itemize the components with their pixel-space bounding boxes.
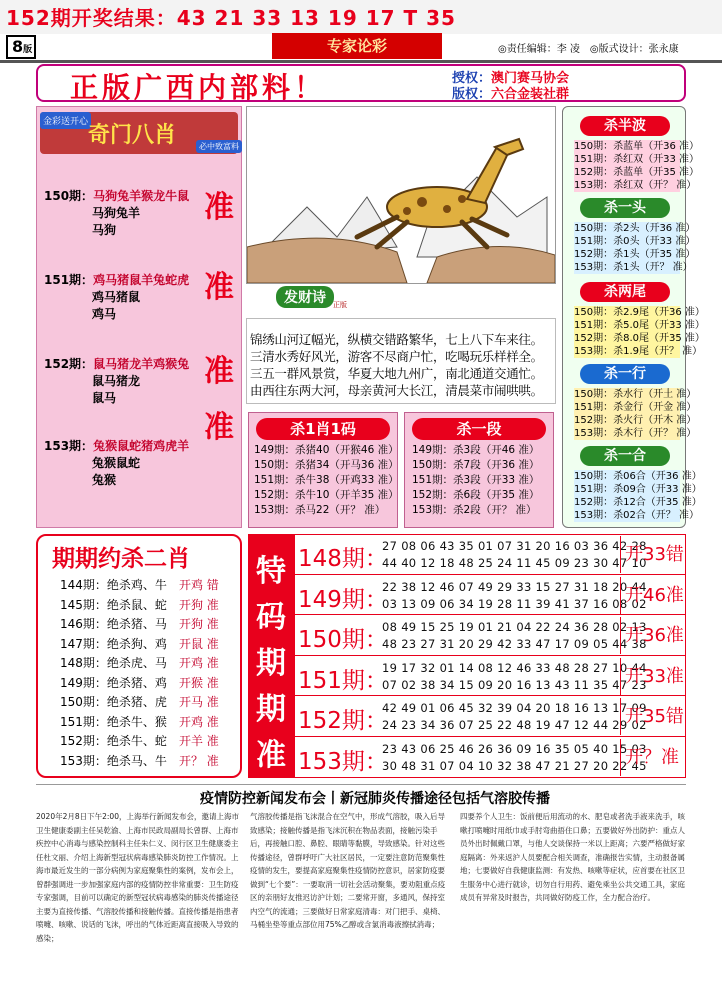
qimen-row: 153期：兔猴鼠蛇猪鸡虎羊	[44, 439, 190, 453]
kill-row: 151期：杀牛38（开鸡33 准）	[254, 474, 399, 486]
special-numbers: 24 23 34 36 07 25 22 48 19 47 12 44 29 02	[382, 718, 647, 733]
poem-tag-sub: 正版	[333, 301, 347, 309]
kill-tail-row: 150期：杀2.9尾（开36 准）	[574, 307, 705, 318]
kill-tail-row: 151期：杀5.0尾（开33 准）	[574, 320, 705, 331]
poem-line: 三清水秀好风光，游客不尽商户忙，吃喝玩乐样样全。	[250, 349, 543, 364]
accurate-mark: 准	[204, 354, 234, 389]
special-result: 开36准	[620, 617, 684, 654]
kill-row: 152期：杀6段（开35 准）	[412, 489, 540, 501]
special-numbers: 42 49 01 06 45 32 39 04 20 18 16 13 17 09	[382, 701, 647, 716]
kill-row: 150期：杀7段（开36 准）	[412, 459, 540, 471]
giraffe-drawing	[247, 107, 555, 283]
qimen-row-sub: 鸡马	[92, 307, 117, 321]
special-numbers: 07 02 38 34 15 09 20 16 13 43 11 35 47 23	[382, 677, 647, 692]
kill-two-row: 153期：绝杀马、牛 开？ 准	[60, 753, 219, 768]
accurate-mark: 准	[204, 270, 234, 305]
kill-two-row: 149期：绝杀猪、鸡 开猴 准	[60, 675, 219, 690]
sidebar-char: 期	[256, 692, 286, 727]
kill-combo-row: 151期：杀09合（开33 准）	[574, 484, 702, 495]
kill-tail-row: 153期：杀1.9尾（开？ 准）	[574, 346, 703, 357]
qimen-row-sub: 鼠马猪龙	[92, 374, 141, 388]
kill-segment-title: 杀一段	[412, 418, 546, 440]
sidebar-char: 特	[256, 554, 286, 589]
special-numbers: 08 49 15 25 19 01 21 04 22 24 36 28 02 13	[382, 620, 647, 635]
accurate-mark: 准	[204, 190, 234, 225]
kill-wave-title: 杀半波	[580, 116, 670, 136]
kill-two-row: 145期：绝杀鼠、蛇 开狗 准	[60, 597, 219, 612]
copyright-line: 版权：六合金装社群	[452, 87, 570, 102]
kill-head-row: 153期：杀1头（开？ 准）	[574, 262, 693, 273]
kill-head-row: 151期：杀0头（开33 准）	[574, 236, 696, 247]
kill-head-row: 152期：杀1头（开35 准）	[574, 249, 696, 260]
poem-line: 锦绣山河辽幅光，纵横交错路繁华，七上八下车来往。	[250, 332, 543, 347]
qimen-tag-2: 必中致富料	[196, 140, 242, 153]
kill-element-row: 151期：杀金行（开金 准）	[574, 402, 697, 413]
kill-two-row: 148期：绝杀虎、马 开鸡 准	[60, 656, 219, 670]
special-result: 开33准	[620, 658, 684, 695]
banner-title: 正版广西内部料！	[70, 71, 327, 104]
kill-tail-row: 152期：杀8.0尾（开35 准）	[574, 333, 705, 344]
kill-head-row: 150期：杀2头（开36 准）	[574, 223, 696, 234]
special-numbers: 27 08 06 43 35 01 07 31 20 16 03 36 42 28	[382, 539, 647, 553]
kill-tail-title: 杀两尾	[580, 282, 670, 302]
qimen-row-sub: 兔猴	[92, 473, 117, 487]
qimen-row-sub: 鸡马猪鼠	[92, 290, 141, 304]
kill-wave-row: 152期：杀蓝单（开35 准）	[574, 167, 699, 178]
authorization-line: 授权：澳门赛马协会	[452, 71, 570, 86]
kill-element-title: 杀一行	[580, 364, 670, 384]
news-column: 2020年2月8日下午2:00，上海举行新闻发布会，邀请上海市卫生健康委副主任吴乾渝、上海市民政局副局长曾群、上海市疾控中心消毒与感染控制科主任朱仁义、闵行区卫生健康委主任杜文丽、介绍上海新型冠状病毒感染肺炎防控工作情况。上海市最近发生的一部分病例为家庭聚集性的案例，发布会上，曾群强调进一步加强家庭内部的疫情防控非常重要：卫生防疫专家强调，目前可以确定的新型冠状病毒感染的肺炎传播途径主要为直接传播、气溶胶传播和接触传播。直接传播是指患者喷嚏、咳嗽、说话的飞沫，呼出的气体近距离直接吸入导致的感染；	[36, 812, 239, 943]
kill-wave-row: 153期：杀红双（开？ 准）	[574, 180, 697, 191]
qimen-row: 152期：鼠马猪龙羊鸡猴兔	[44, 357, 190, 371]
special-period: 152期：	[298, 708, 388, 735]
kill-row: 150期：杀猪34（开马36 准）	[254, 459, 399, 471]
special-period: 150期：	[298, 627, 388, 654]
kill-element-row: 152期：杀火行（开木 准）	[574, 415, 697, 426]
kill-element-row: 153期：杀木行（开？ 准）	[574, 428, 697, 439]
kill-row: 152期：杀牛10（开羊35 准）	[254, 489, 399, 501]
qimen-row: 151期：鸡马猪鼠羊兔蛇虎	[44, 273, 190, 287]
kill-combo-row: 152期：杀12合（开35 准）	[574, 497, 702, 508]
kill-row: 151期：杀3段（开33 准）	[412, 474, 540, 486]
news-divider	[36, 784, 686, 785]
kill-combo-title: 杀一合	[580, 446, 670, 466]
special-result: 开35错	[620, 698, 684, 735]
kill-two-row: 146期：绝杀猪、马 开狗 准	[60, 617, 219, 631]
special-period: 148期：	[298, 546, 388, 572]
qimen-title: 奇门八肖	[88, 123, 177, 148]
poem-tag: 发财诗	[276, 286, 334, 308]
kill-wave-row: 150期：杀蓝单（开36 准）	[574, 141, 699, 152]
kill-two-row: 147期：绝杀狗、鸡 开鼠 准	[60, 636, 219, 651]
sidebar-char: 码	[256, 600, 286, 635]
qimen-row-sub: 鼠马	[92, 391, 117, 405]
accurate-mark: 准	[204, 410, 234, 445]
special-numbers: 44 40 12 18 48 25 24 11 45 09 23 30 47 10	[382, 556, 647, 570]
kill-row: 153期：杀马22（开？ 准）	[254, 504, 386, 516]
kill-combo-row: 153期：杀02合（开？ 准）	[574, 510, 699, 521]
kill-row: 153期：杀2段（开？ 准）	[412, 504, 537, 516]
kill-two-zodiac-title: 期期约杀二肖	[52, 546, 190, 572]
news-column: 四要养个人卫生：饭前便后用流动的水、肥皂或者洗手液来洗手，咳嗽打喷嚏时用纸巾或手肘弯曲捂住口鼻；五要做好外出防护：重点人员外出时佩戴口罩，与他人交谈保持一米以上距离；六要严格做好家庭隔离：外来返沪人员要配合相关调查，准确报告实情，主动报备属地；七要做好自我健康监测：有发热、咳嗽等症状，应首要在社区卫生服务中心进行就诊，切勿自行用药、避免乘坐公共交通工具，家庭成员有异常及时报告，共同做好防疫工作，全力配合治疗。	[460, 812, 685, 902]
kill-row: 149期：杀3段（开46 准）	[412, 444, 540, 456]
special-numbers: 22 38 12 46 07 49 29 33 15 27 31 18 20 44	[382, 579, 647, 594]
poem-line: 由西往东两大河，母亲黄河大长江，清晨菜市闹哄哄。	[250, 383, 543, 398]
kill-two-row: 151期：绝杀牛、猴 开鸡 准	[60, 714, 219, 729]
page-number: 8版	[6, 35, 36, 59]
column-title: 专家论彩	[272, 33, 442, 59]
special-period: 151期：	[298, 667, 388, 694]
kill-head-title: 杀一头	[580, 198, 670, 218]
kill-two-row: 144期：绝杀鸡、牛 开鸡 错	[60, 578, 219, 592]
sidebar-char: 准	[256, 738, 286, 773]
special-result: 开46准	[620, 577, 684, 614]
special-numbers: 23 43 06 25 46 26 36 09 16 35 05 40 15 03	[382, 742, 647, 756]
special-numbers: 30 48 31 07 04 10 32 38 47 21 27 20 22 45	[382, 759, 647, 773]
header-divider	[0, 60, 722, 63]
poem-line: 三五一群风景赏，华夏大地九州广，南北通道交通忙。	[250, 366, 543, 381]
giraffe-illustration	[246, 106, 556, 284]
kill-row: 149期：杀猪40（开猴46 准）	[254, 444, 399, 456]
kill-zodiac-title: 杀1肖1码	[256, 418, 390, 440]
news-column: 气溶胶传播是指飞沫混合在空气中，形成气溶胶，吸入后导致感染；接触传播是指飞沫沉积在物品表面，接触污染手后，再接触口腔、鼻腔、眼睛等黏膜，导致感染。针对这些传播途径，曾群呼吁广大社区居民，一定要注意防范聚集性疫情的发生，要提高家庭聚集性疫情防控意识，居家防疫要做到“七个要”：一要取消一切社会活动聚集，要劝阻重点疫区的亲朋好友推迟访沪计划；二要常开窗，多通风，保持室内空气的流通；三要做好日常家庭清毒：对门把手、桌椅、马桶坐垫等重点部位用75%乙醇或含氯消毒液擦拭消毒；	[250, 812, 446, 929]
qimen-row: 150期：马狗兔羊猴龙牛鼠	[44, 189, 190, 203]
special-numbers: 19 17 32 01 14 08 12 46 33 48 28 27 10 44	[382, 660, 647, 675]
news-title: 疫情防控新闻发布会丨新冠肺炎传播途径包括气溶胶传播	[200, 791, 550, 807]
qimen-row-sub: 马狗兔羊	[92, 206, 141, 220]
special-period: 149期：	[298, 586, 388, 613]
special-result: 开？准	[620, 739, 679, 776]
special-numbers: 48 23 27 31 20 29 42 33 47 17 09 05 44 38	[382, 637, 647, 652]
kill-combo-row: 150期：杀06合（开36 准）	[574, 471, 702, 482]
kill-element-row: 150期：杀水行（开土 准）	[574, 389, 697, 400]
sidebar-char: 期	[256, 646, 286, 681]
qimen-row-sub: 马狗	[92, 223, 117, 237]
draw-result: 152期开奖结果：43 21 33 13 19 17 T 35	[6, 6, 456, 30]
qimen-tag: 金彩送开心	[40, 112, 91, 129]
special-result: 开33错	[620, 536, 684, 573]
qimen-row-sub: 兔猴鼠蛇	[92, 456, 141, 470]
special-period: 153期：	[298, 749, 388, 775]
kill-two-row: 150期：绝杀猪、虎 开马 准	[60, 695, 219, 709]
special-numbers: 03 13 09 06 34 19 28 11 39 41 37 16 08 02	[382, 596, 647, 611]
kill-wave-row: 151期：杀红双（开33 准）	[574, 154, 699, 165]
kill-two-row: 152期：绝杀牛、蛇 开羊 准	[60, 734, 219, 748]
editors-credit: ◎责任编辑：李 凌 ◎版式设计：张永康	[498, 44, 679, 55]
